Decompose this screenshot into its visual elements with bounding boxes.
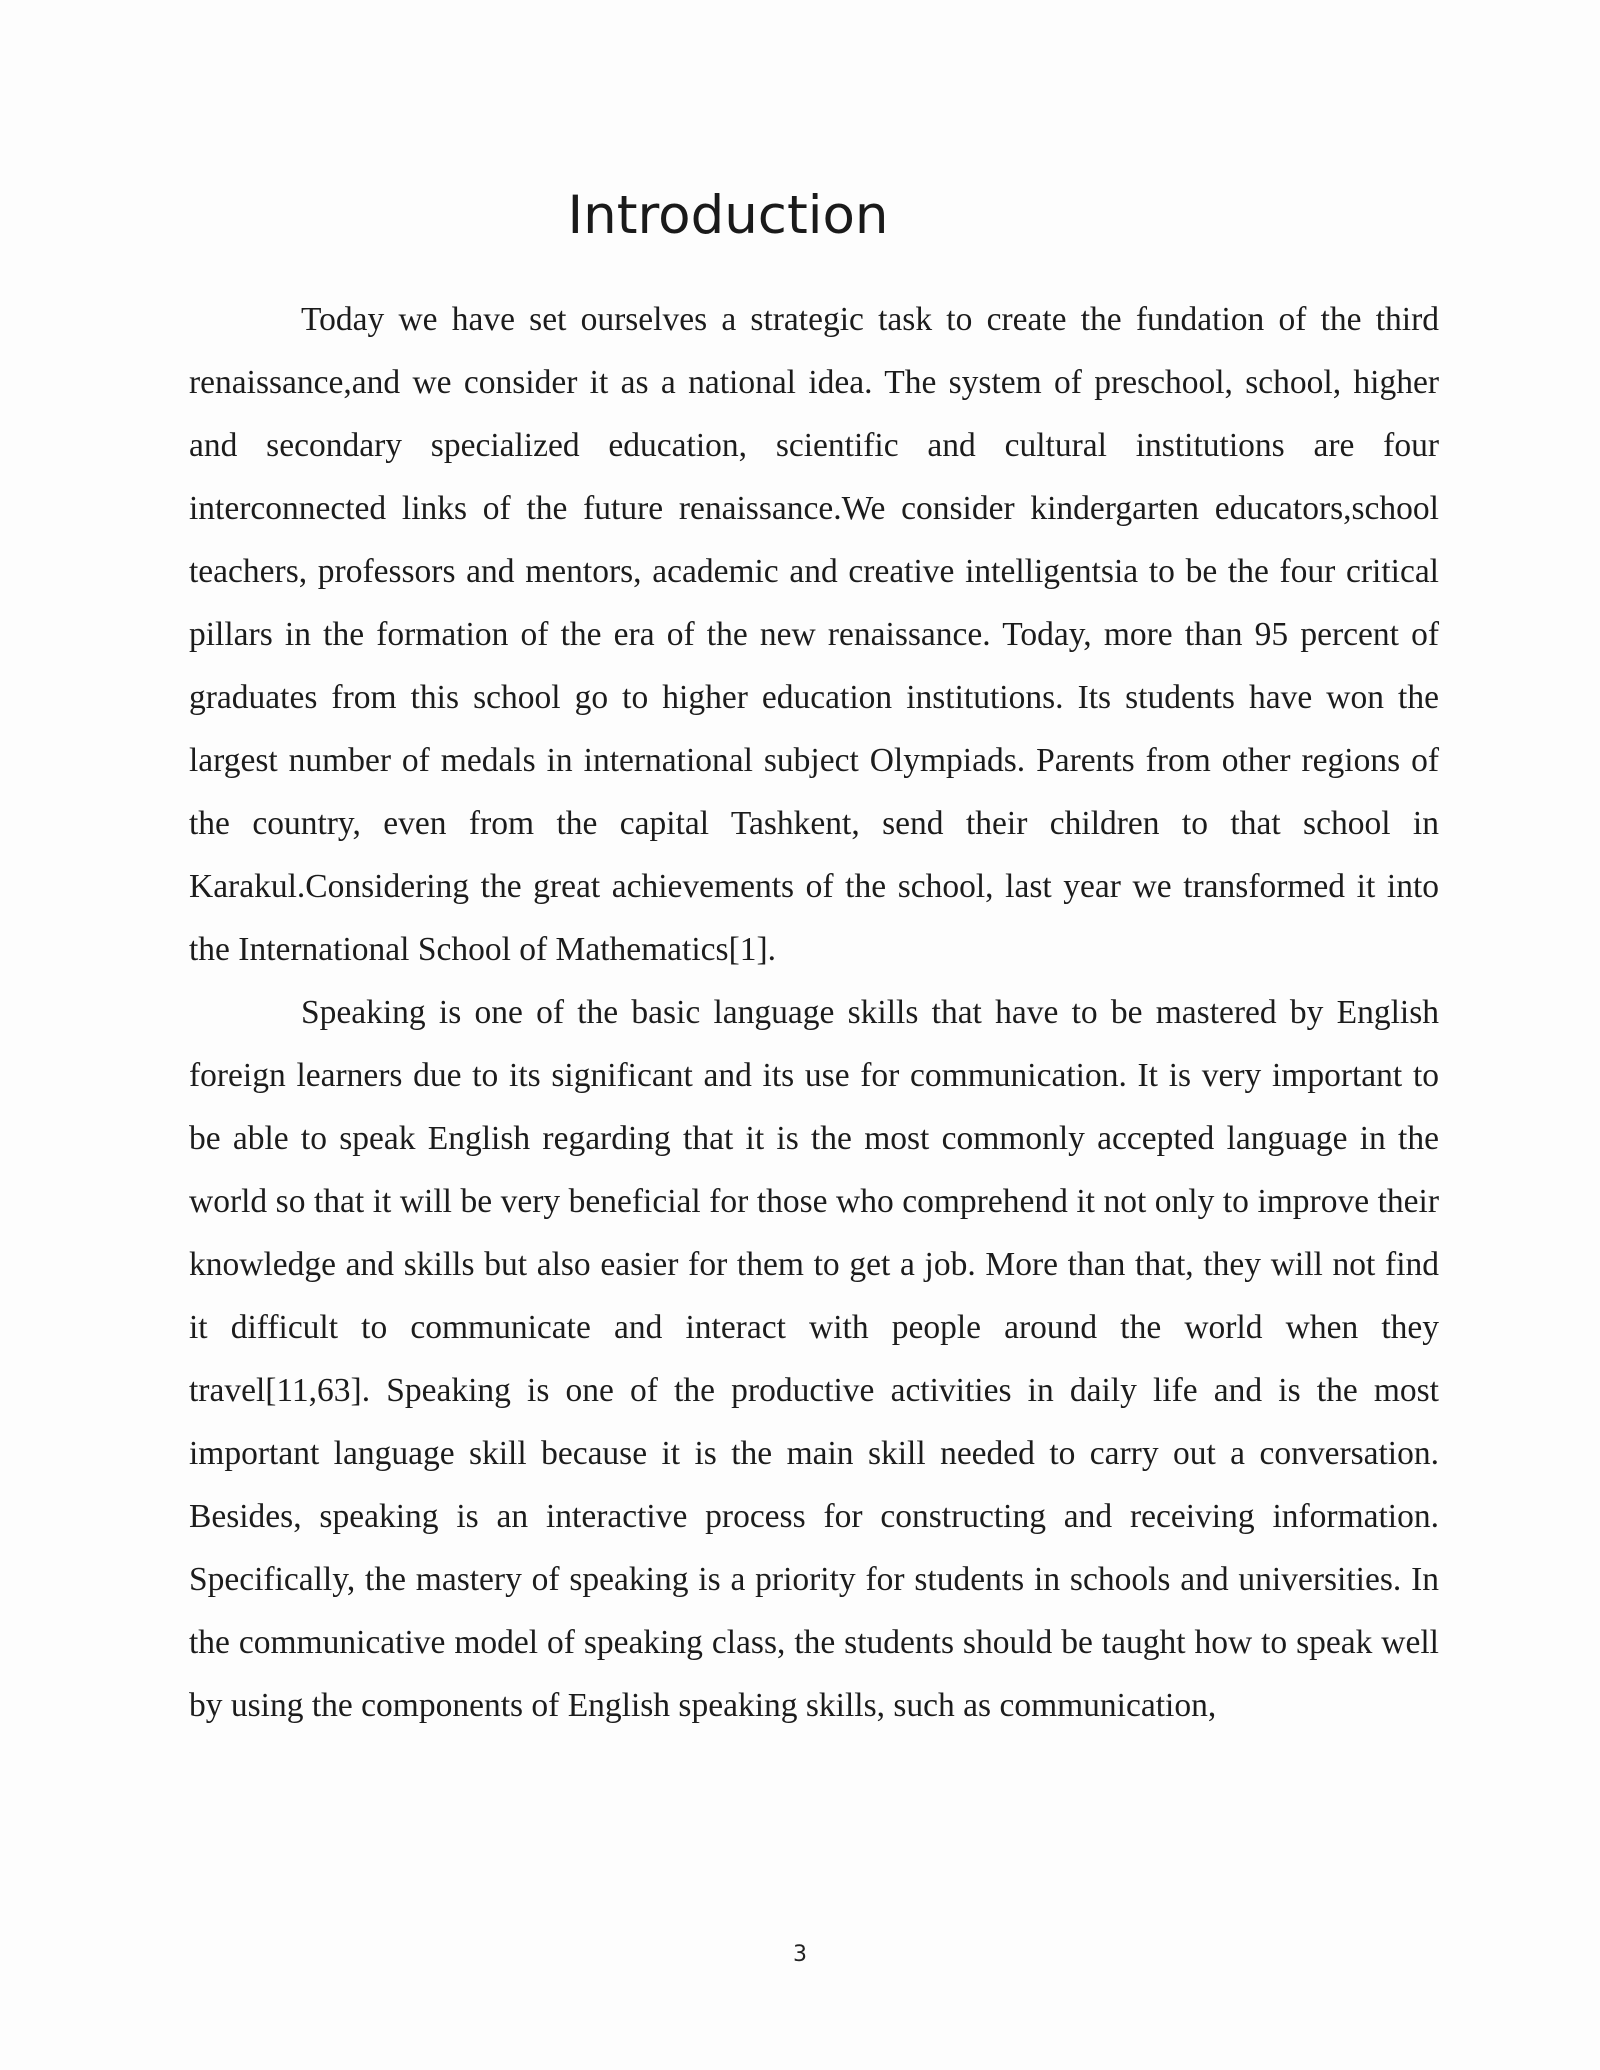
page-title: Introduction (567, 185, 889, 246)
paragraph-renaissance: Today we have set ourselves a strategic task to create the fundation of the third renaissance,and we consider it as a national idea. The system of preschool, school, higher and secondary specialized education, scientific and cultural institutions are four interconnected links of the future renaissance.We consider kindergarten educators,school teachers, professors and mentors, academic and creative intelligentsia to be the four critical pillars in the formation of the era of the new renaissance. Today, more than 95 percent of graduates from this school go to higher education institutions. Its students have won the largest number of medals in international subject Olympiads. Parents from other regions of the country, even from the capital Tashkent, send their children to that school in Karakul.Considering the great achievements of the school, last year we transformed it into the International School of Mathematics[1]. (189, 301, 1439, 968)
paragraph-speaking: Speaking is one of the basic language skills that have to be mastered by English foreign learners due to its significant and its use for communication. It is very important to be able to speak English regarding that it is the most commonly accepted language in the world so that it will be very beneficial for those who comprehend it not only to improve their knowledge and skills but also easier for them to get a job. More than that, they will not find it difficult to communicate and interact with people around the world when they travel[11,63]. Speaking is one of the productive activities in daily life and is the most important language skill because it is the main skill needed to carry out a conversation. Besides, speaking is an interactive process for constructing and receiving information. Specifically, the mastery of speaking is a priority for students in schools and universities. In the communicative model of speaking class, the students should be taught how to speak well by using the components of English speaking skills, such as communication, (189, 994, 1439, 1724)
body-text (189, 288, 1439, 1737)
page-number: 3 (793, 1942, 807, 1967)
